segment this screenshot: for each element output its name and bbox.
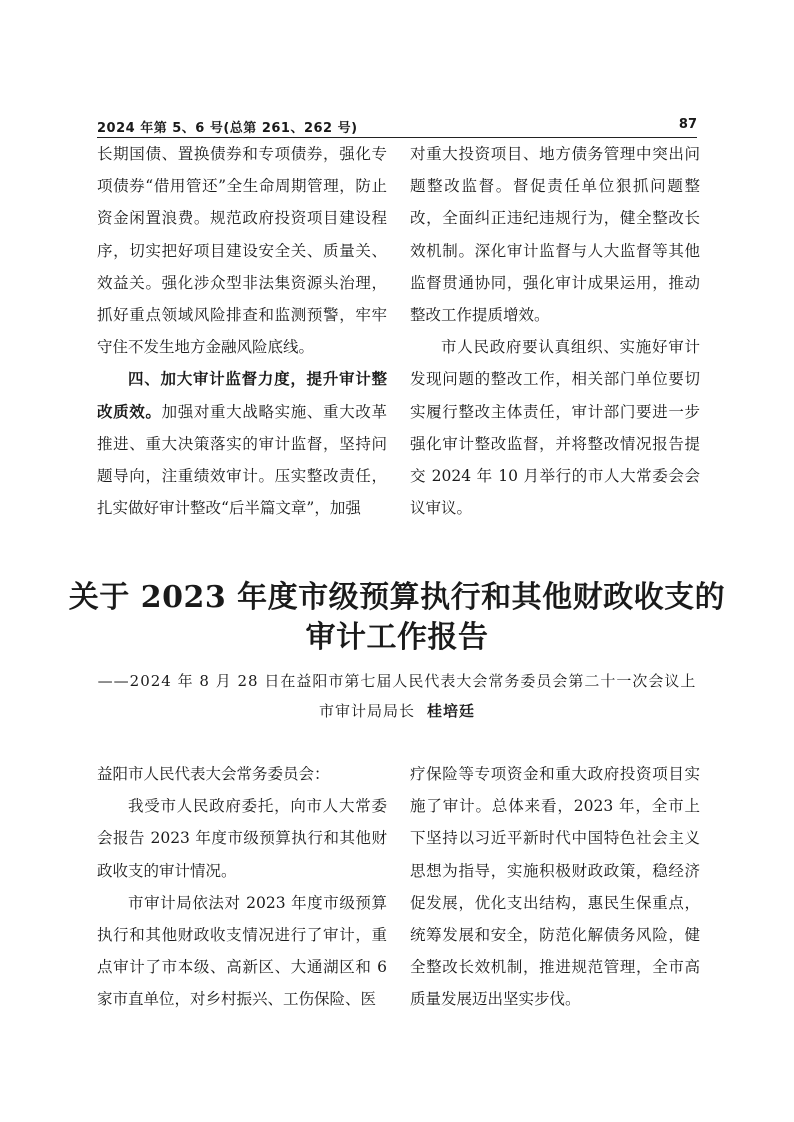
- overview-paragraph: 疗保险等专项资金和重大政府投资项目实施了审计。总体来看，2023 年，全市上下坚持以习近平新时代中国特色社会主义思想为指导，实施积极财政政策，稳经济促发展，优化支出结构，惠民生保重点，统筹发展和安全，防范化解债务风险，健全整改长效机制，推进规范管理，全市高质量发展迈出坚实步伐。: [410, 765, 700, 1009]
- intro-paragraph: 我受市人民政府委托，向市人大常委会报告 2023 年度市级预算执行和其他财政收支的审计情况。: [97, 797, 387, 880]
- top-right-column: [410, 138, 700, 524]
- author-name: 桂培廷: [427, 702, 476, 720]
- section-four-heading: 四、加大审计监督力度，提升审计整改质效。: [97, 369, 387, 421]
- title-line-1: 关于 2023 年度市级预算执行和其他财政收支的: [68, 580, 726, 615]
- issue-header: 2024 年第 5、6 号(总第 261、262 号): [97, 121, 358, 136]
- top-left-column: [97, 138, 387, 524]
- paragraph-continued: 长期国债、置换债券和专项债券，强化专项债券“借用管还”全生命周期管理，防止资金闲置浪费。规范政府投资项目建设程序，切实把好项目建设安全关、质量关、效益关。强化涉众型非法集资源头治理，抓好重点领域风险排查和监测预警，牢牢守住不发生地方金融风险底线。: [97, 145, 387, 357]
- author-line: [60, 696, 734, 726]
- article-subtitle: [60, 666, 734, 726]
- closing-paragraph: 市人民政府要认真组织、实施好审计发现问题的整改工作，相关部门单位要切实履行整改主体责任，审计部门要进一步强化审计整改监督，并将整改情况报告提交 2024 年 10 月举行的市人大常委会会议审议。: [410, 338, 700, 518]
- section-four-paragraph: [97, 363, 387, 524]
- paragraph-continued-right: 对重大投资项目、地方债务管理中突出问题整改监督。督促责任单位狠抓问题整改，全面纠正违纪违规行为，健全整改长效机制。深化审计监督与人大监督等其他监督贯通协同，强化审计成果运用，推动整改工作提质增效。: [410, 145, 700, 325]
- bottom-right-column: [410, 758, 700, 1016]
- title-line-2: 审计工作报告: [305, 620, 489, 655]
- bottom-left-column: [97, 758, 387, 1016]
- audit-scope-paragraph: 市审计局依法对 2023 年度市级预算执行和其他财政收支情况进行了审计，重点审计了市本级、高新区、大通湖区和 6 家市直单位，对乡村振兴、工伤保险、医: [97, 893, 387, 1009]
- article-title: [60, 578, 734, 658]
- page-number: 87: [678, 117, 697, 132]
- section-four-body: 加强对重大战略实施、重大改革推进、重大决策落实的审计监督，坚持问题导向，注重绩效审计。压实整改责任，扎实做好审计整改“后半篇文章”，加强: [97, 402, 387, 518]
- author-role: 市审计局局长: [318, 702, 415, 720]
- subtitle-occasion: ——2024 年 8 月 28 日在益阳市第七届人民代表大会常务委员会第二十一次会议上: [97, 672, 697, 690]
- salutation: 益阳市人民代表大会常务委员会：: [97, 765, 330, 783]
